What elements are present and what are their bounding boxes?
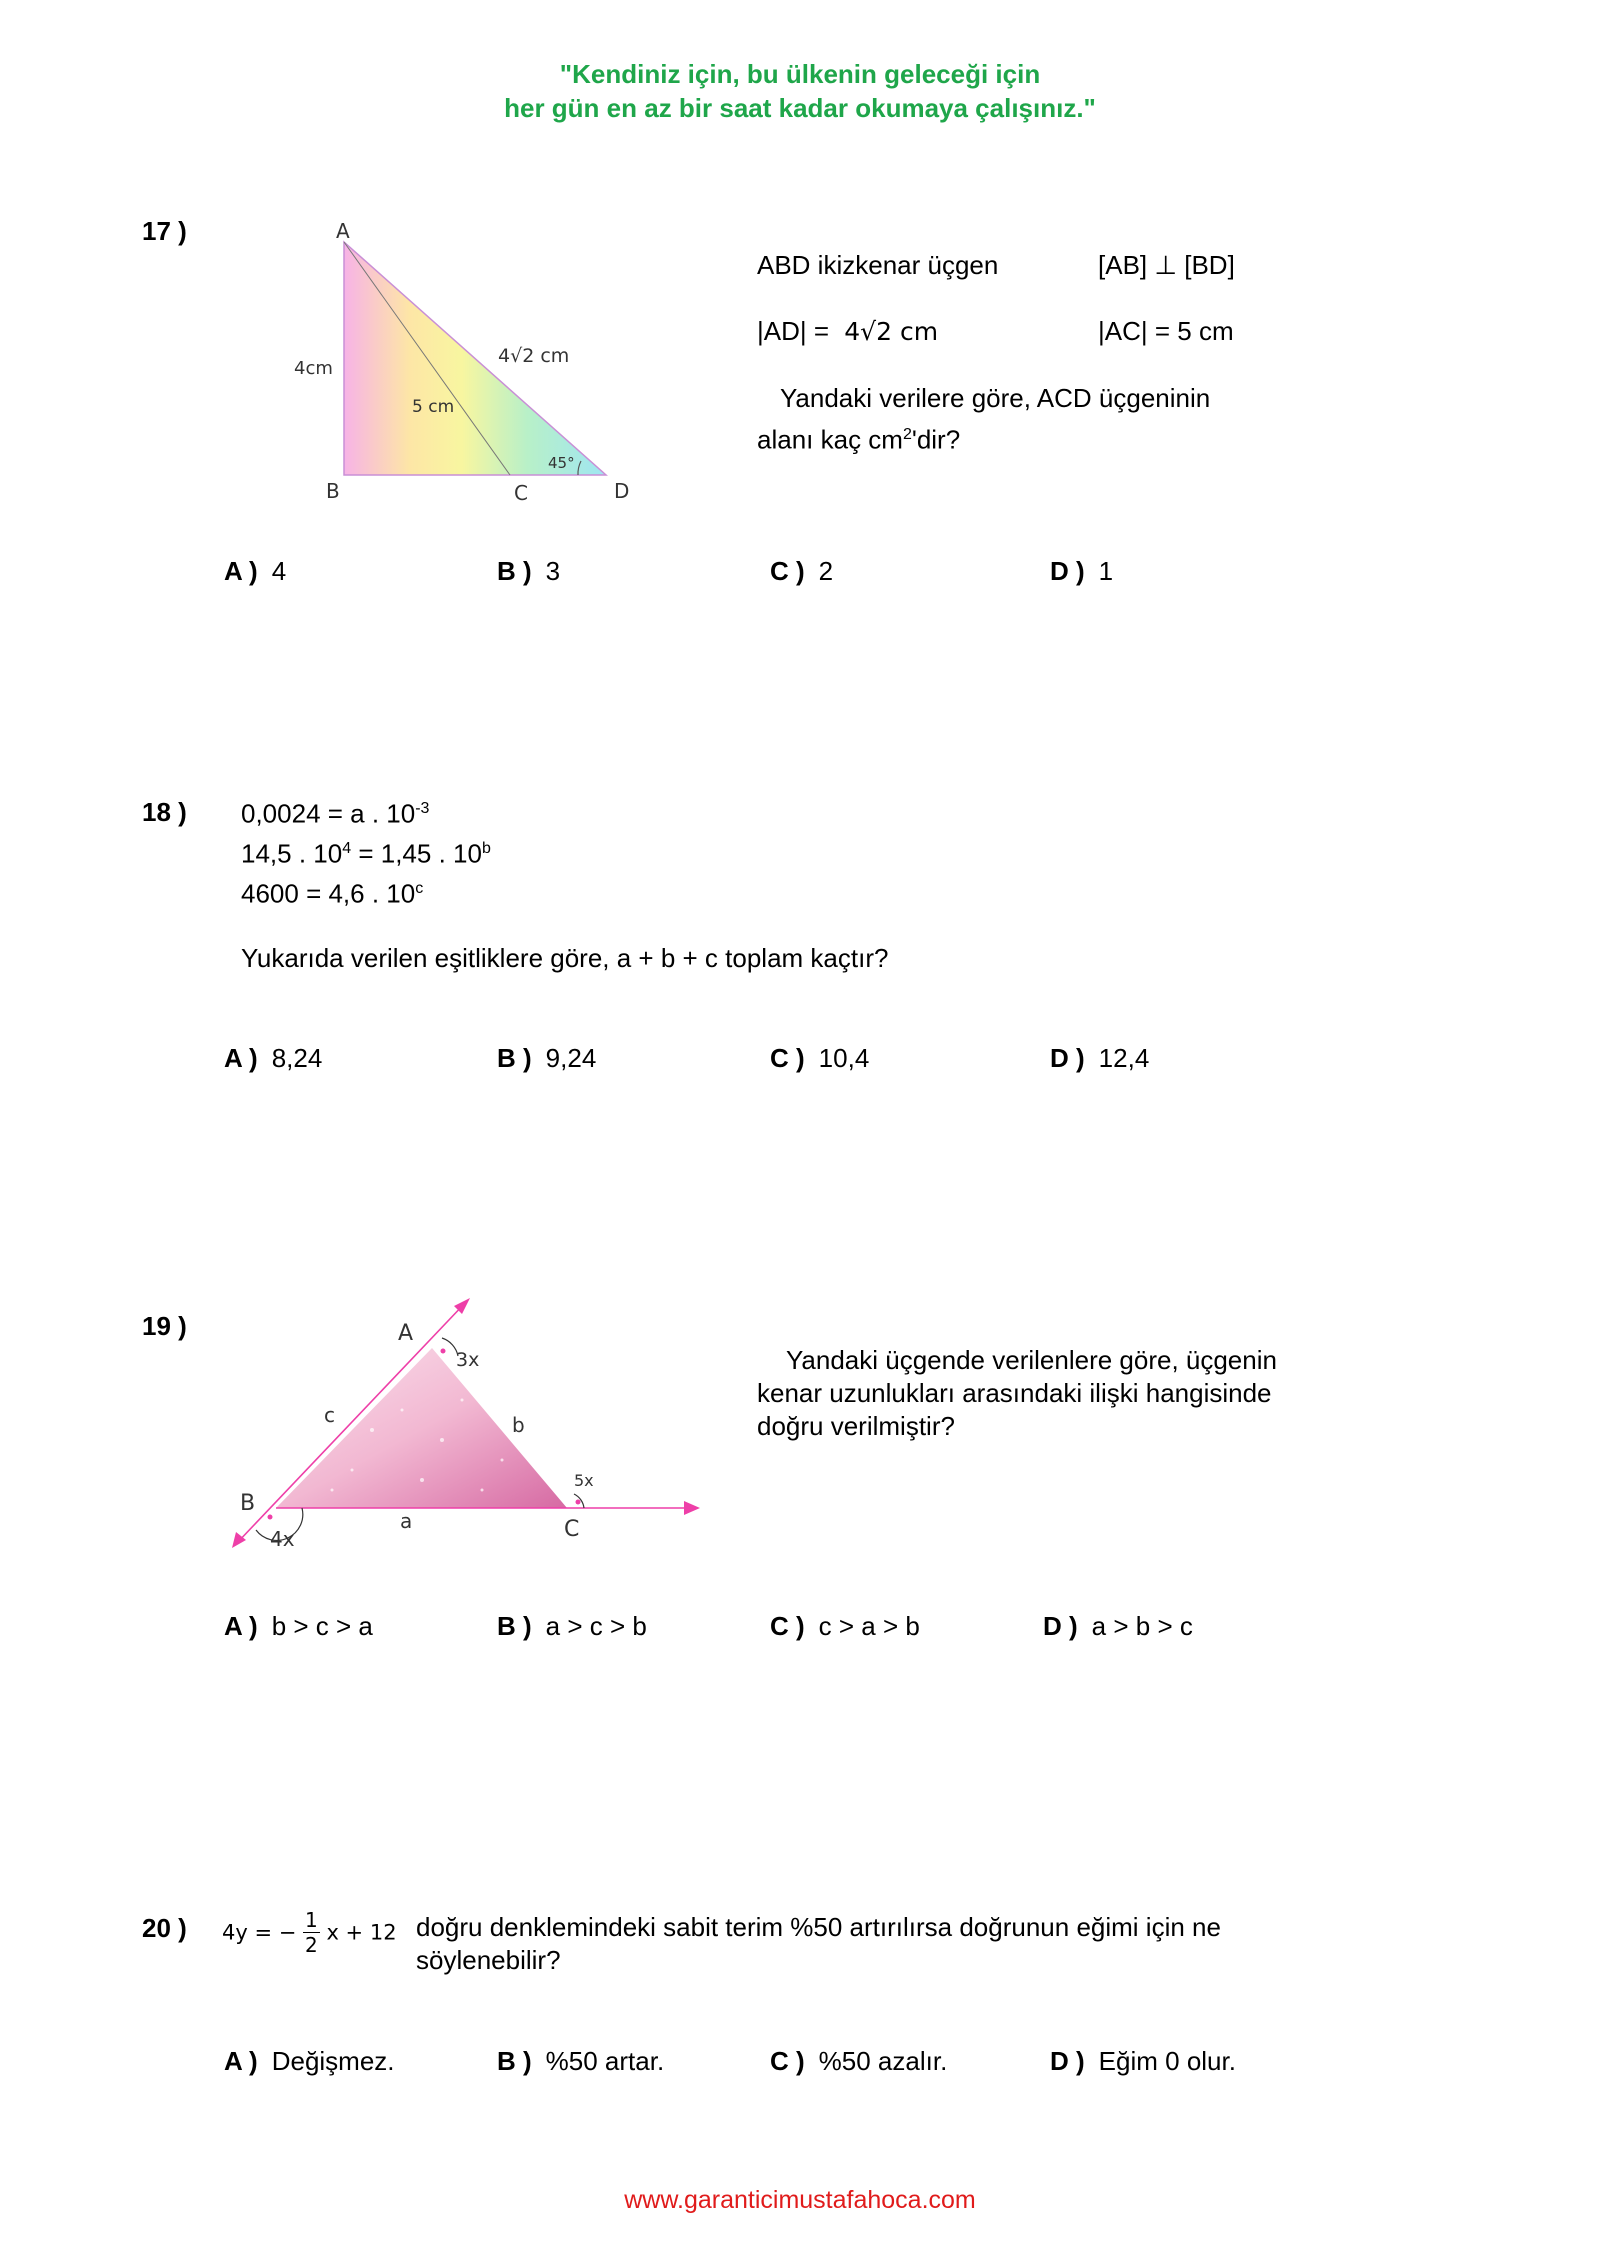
q18-eq2-exp1: 4 — [342, 840, 352, 857]
q17-option-a[interactable] — [224, 556, 286, 587]
q19-angle-b-label: 4x — [270, 1527, 295, 1551]
q19-side-c: c — [324, 1403, 335, 1427]
option-letter: B ) — [497, 1043, 532, 1073]
option-text: Eğim 0 olur. — [1098, 2046, 1236, 2076]
option-text: 2 — [818, 556, 834, 586]
option-text: 9,24 — [545, 1043, 597, 1073]
q17-label-ab: 4cm — [294, 358, 333, 379]
option-text: 8,24 — [271, 1043, 323, 1073]
option-text: a > b > c — [1091, 1611, 1193, 1641]
q17-given-ad-value: 4√2 cm — [844, 317, 939, 346]
q18-eq2-text: 14,5 . 10 — [241, 838, 343, 869]
option-letter: A ) — [224, 1043, 258, 1073]
option-text: 3 — [545, 556, 561, 586]
option-text: c > a > b — [818, 1611, 920, 1641]
option-text: 1 — [1098, 556, 1114, 586]
q18-option-d[interactable] — [1050, 1043, 1149, 1074]
q20-question-line1: doğru denklemindeki sabit terim %50 artırılırsa doğrunun eğimi için ne — [416, 1912, 1221, 1942]
q18-option-a[interactable] — [224, 1043, 322, 1074]
q17-label-ad: 4√2 cm — [498, 345, 570, 367]
q20-eq-fraction — [303, 1908, 320, 1957]
option-letter: B ) — [497, 2046, 532, 2076]
q19-option-c[interactable] — [770, 1611, 920, 1642]
option-letter: C ) — [770, 1043, 805, 1073]
q19-arrow-bc — [684, 1501, 700, 1515]
q20-option-d[interactable] — [1050, 2046, 1236, 2077]
q17-question-line1: Yandaki verilere göre, ACD üçgeninin — [780, 383, 1211, 413]
q17-label-d: D — [614, 479, 630, 503]
option-letter: C ) — [770, 2046, 805, 2076]
q19-label-b: B — [240, 1491, 256, 1516]
q19-option-b[interactable] — [497, 1611, 647, 1642]
q18-option-b[interactable] — [497, 1043, 596, 1074]
q18-eq3-exp: c — [415, 880, 424, 897]
q20-option-b[interactable] — [497, 2046, 664, 2077]
q17-given-ad — [757, 314, 938, 349]
q20-question-line2: söylenebilir? — [416, 1945, 561, 1975]
q20-eq-denominator: 2 — [305, 1933, 318, 1957]
header-quote-line1: "Kendiniz için, bu ülkenin geleceği için — [559, 59, 1041, 89]
q18-equation-1 — [241, 792, 429, 831]
q19-angle-c-dot — [576, 1500, 581, 1505]
q17-option-c[interactable] — [770, 556, 833, 587]
option-letter: A ) — [224, 1611, 258, 1641]
question-19-number: 19 ) — [142, 1311, 187, 1341]
q17-triangle-figure — [280, 210, 640, 510]
q18-eq3-text: 4600 = 4,6 . 10 — [241, 878, 416, 909]
q17-question-suffix: 'dir? — [911, 424, 961, 455]
q18-eq1-text: 0,0024 = a . 10 — [241, 798, 416, 829]
q19-question-line1: Yandaki üçgende verilenlere göre, üçgenin — [786, 1345, 1277, 1375]
option-letter: D ) — [1050, 2046, 1085, 2076]
option-letter: B ) — [497, 556, 532, 586]
q18-equation-2 — [241, 832, 491, 871]
option-text: %50 artar. — [545, 2046, 665, 2076]
option-letter: B ) — [497, 1611, 532, 1641]
q19-angle-a-label: 3x — [456, 1349, 480, 1371]
q19-triangle-figure — [222, 1290, 712, 1560]
option-letter: D ) — [1050, 556, 1085, 586]
q17-label-angle: 45° — [548, 454, 575, 472]
q18-question: Yukarıda verilen eşitliklere göre, a + b + c toplam kaçtır? — [241, 943, 889, 973]
q20-eq-left: 4y = − — [222, 1920, 297, 1945]
option-text: b > c > a — [271, 1611, 373, 1641]
option-text: a > c > b — [545, 1611, 647, 1641]
q19-label-a: A — [398, 1321, 414, 1346]
q19-angle-a-dot — [441, 1349, 446, 1354]
header-quote-line2: her gün en az bir saat kadar okumaya çalışınız." — [504, 93, 1096, 123]
q17-label-c: C — [514, 481, 528, 505]
q19-angle-c-label: 5x — [574, 1471, 594, 1490]
q20-line-equation — [222, 1908, 397, 1957]
option-text: 4 — [271, 556, 287, 586]
q18-eq2-exp2: b — [481, 840, 491, 857]
option-letter: D ) — [1050, 1043, 1085, 1073]
q19-arrow-ab-bottom — [232, 1532, 246, 1548]
q17-given-ac: |AC| = 5 cm — [1098, 316, 1234, 346]
q20-eq-numerator: 1 — [305, 1908, 318, 1932]
question-20-number: 20 ) — [142, 1913, 187, 1943]
q19-angle-b-dot — [268, 1515, 273, 1520]
question-18-number: 18 ) — [142, 797, 187, 827]
q19-question-line2: kenar uzunlukları arasındaki ilişki hangisinde — [757, 1378, 1272, 1408]
q19-option-d[interactable] — [1043, 1611, 1193, 1642]
q17-given-ad-prefix: |AD| = — [757, 316, 830, 346]
q18-equation-3 — [241, 872, 423, 911]
option-letter: A ) — [224, 556, 258, 586]
q20-eq-right: x + 12 — [326, 1920, 397, 1945]
option-letter: C ) — [770, 556, 805, 586]
footer-website-link[interactable]: www.garanticimustafahoca.com — [624, 2186, 976, 2214]
q20-option-a[interactable] — [224, 2046, 395, 2077]
q18-eq2-mid: = 1,45 . 10 — [351, 838, 482, 869]
q18-eq1-exp: -3 — [415, 800, 430, 817]
option-text: Değişmez. — [271, 2046, 395, 2076]
q19-side-a: a — [400, 1509, 413, 1533]
option-letter: C ) — [770, 1611, 805, 1641]
q17-label-a: A — [336, 219, 350, 243]
option-text: 10,4 — [818, 1043, 870, 1073]
option-text: %50 azalır. — [818, 2046, 948, 2076]
option-text: 12,4 — [1098, 1043, 1150, 1073]
q17-question-sup: 2 — [902, 426, 912, 443]
q17-option-b[interactable] — [497, 556, 560, 587]
q19-question-line3: doğru verilmiştir? — [757, 1411, 955, 1441]
q19-label-c: C — [564, 1517, 580, 1542]
q17-question-line2 — [757, 418, 960, 457]
option-letter: A ) — [224, 2046, 258, 2076]
q17-option-d[interactable] — [1050, 556, 1113, 587]
q17-label-b: B — [326, 479, 340, 503]
q17-given-perpendicular: [AB] ⊥ [BD] — [1098, 250, 1235, 280]
q19-side-b: b — [512, 1413, 525, 1437]
q17-question-text: alanı kaç cm — [757, 424, 903, 455]
q18-option-c[interactable] — [770, 1043, 869, 1074]
option-letter: D ) — [1043, 1611, 1078, 1641]
q17-label-ac: 5 cm — [412, 397, 455, 417]
q19-option-a[interactable] — [224, 1611, 373, 1642]
q17-given-isosceles: ABD ikizkenar üçgen — [757, 250, 999, 280]
q20-option-c[interactable] — [770, 2046, 947, 2077]
question-17-number: 17 ) — [142, 216, 187, 246]
